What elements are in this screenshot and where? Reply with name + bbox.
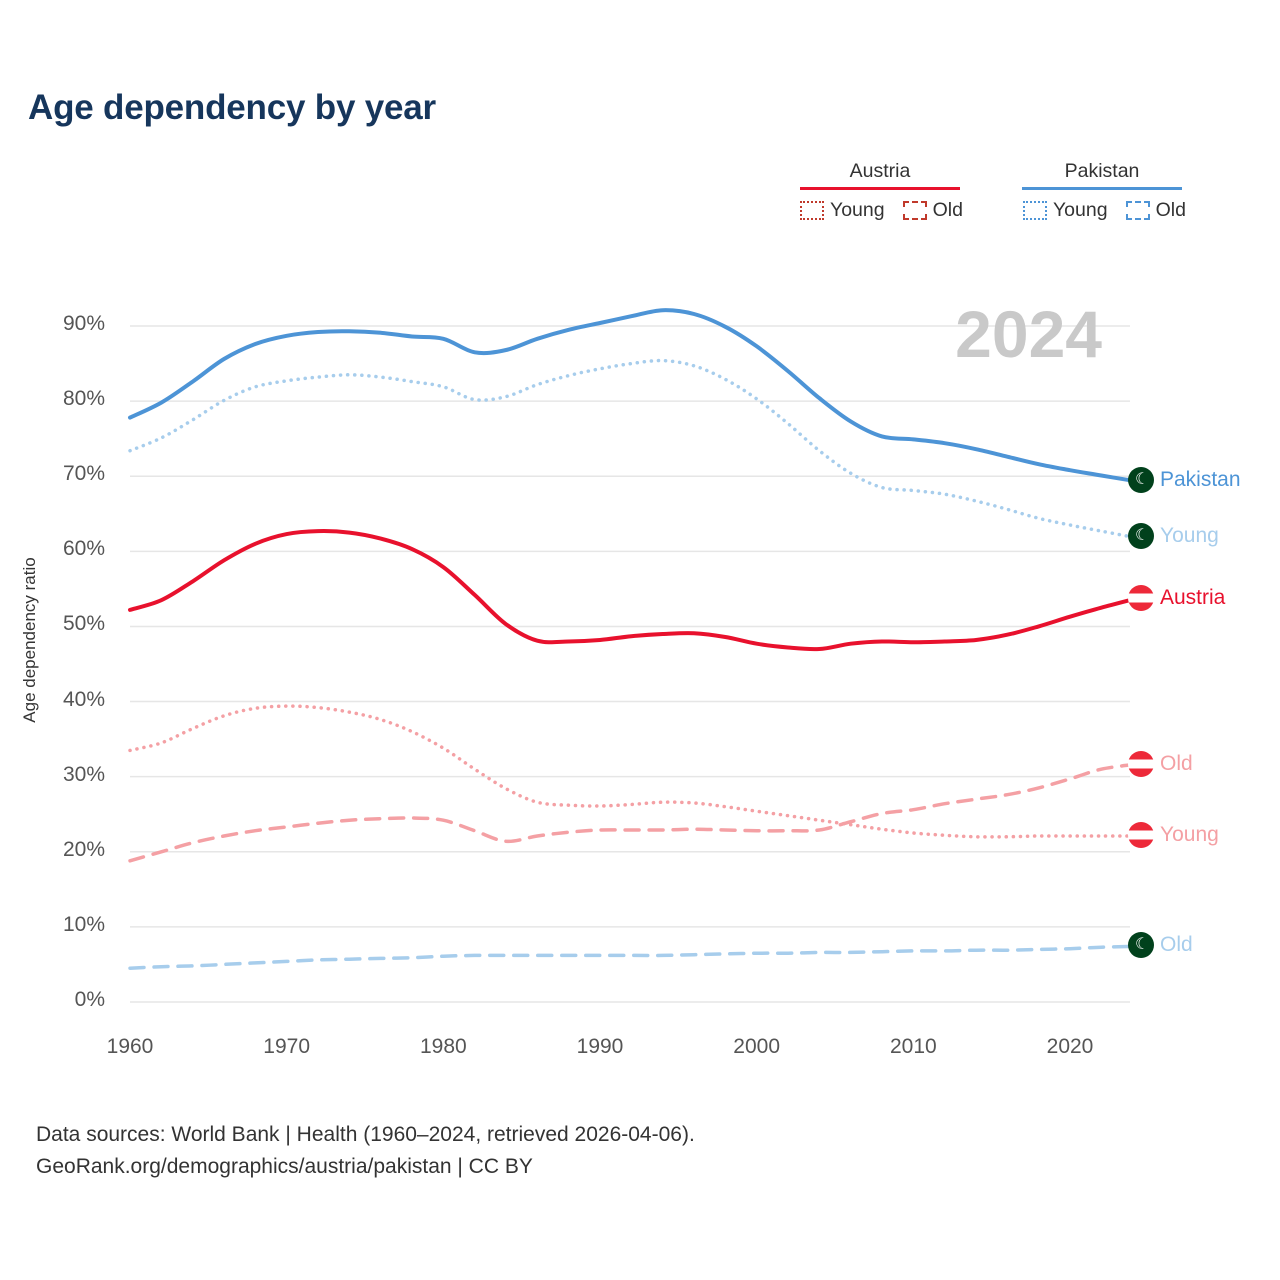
- legend-label-pakistan-young: Young: [1052, 199, 1108, 221]
- end-label-pakistan-young: [1128, 523, 1219, 549]
- footer-line-1: Data sources: World Bank | Health (1960–2024, retrieved 2026-04-06).: [36, 1122, 695, 1146]
- year-watermark: 2024: [955, 297, 1102, 371]
- end-label-austria-old: [1128, 751, 1193, 777]
- y-tick-label: 30%: [62, 762, 105, 786]
- legend-country-austria: Austria: [800, 160, 960, 190]
- series-line: [130, 765, 1133, 861]
- pakistan-flag-icon: [1128, 523, 1154, 549]
- end-label-text: Young: [1160, 524, 1219, 548]
- end-label-austria-young: [1128, 822, 1219, 848]
- y-tick-label: 90%: [62, 312, 105, 335]
- end-label-text: Austria: [1160, 586, 1226, 610]
- y-axis-title: Age dependency ratio: [20, 557, 39, 723]
- austria-flag-icon: [1128, 751, 1154, 777]
- footer: [36, 1119, 695, 1184]
- end-label-text: Old: [1160, 933, 1193, 957]
- y-tick-label: 80%: [62, 387, 105, 411]
- x-tick-label: 2010: [889, 1035, 937, 1058]
- austria-flag-icon: [1128, 822, 1154, 848]
- y-tick-label: 50%: [62, 612, 105, 636]
- x-tick-label: 1980: [419, 1035, 467, 1058]
- end-label-text: Pakistan: [1160, 467, 1241, 491]
- series-line: [130, 531, 1133, 649]
- legend-label-austria-young: Young: [830, 199, 885, 221]
- end-label-text: Young: [1160, 823, 1219, 846]
- legend-label-austria-old: Old: [932, 199, 963, 221]
- pakistan-flag-icon: [1128, 467, 1154, 493]
- austria-flag-icon: [1128, 585, 1154, 611]
- page-title: Age dependency by year: [28, 88, 436, 127]
- x-tick-label: 2000: [733, 1035, 781, 1058]
- legend-label-pakistan-old: Old: [1155, 199, 1186, 221]
- y-tick-label: 40%: [62, 687, 105, 711]
- y-tick-label: 20%: [62, 837, 105, 861]
- end-label-pakistan-old: [1128, 932, 1193, 958]
- x-tick-label: 1960: [106, 1035, 154, 1058]
- x-tick-label: 1970: [263, 1035, 311, 1058]
- y-tick-label: 0%: [74, 988, 105, 1011]
- end-label-text: Old: [1160, 751, 1193, 775]
- pakistan-flag-icon: [1128, 932, 1154, 958]
- x-tick-label: 2020: [1046, 1035, 1094, 1058]
- y-tick-label: 10%: [62, 912, 105, 936]
- y-tick-label: 60%: [62, 537, 105, 561]
- legend-country-pakistan: Pakistan: [1022, 160, 1182, 190]
- series-line: [130, 946, 1133, 968]
- y-tick-label: 70%: [62, 462, 105, 486]
- footer-line-2: GeoRank.org/demographics/austria/pakistan | CC BY: [36, 1155, 533, 1179]
- x-tick-label: 1990: [576, 1035, 624, 1058]
- end-label-austria: [1128, 585, 1225, 611]
- series-line: [130, 706, 1133, 837]
- end-label-pakistan: [1128, 467, 1241, 493]
